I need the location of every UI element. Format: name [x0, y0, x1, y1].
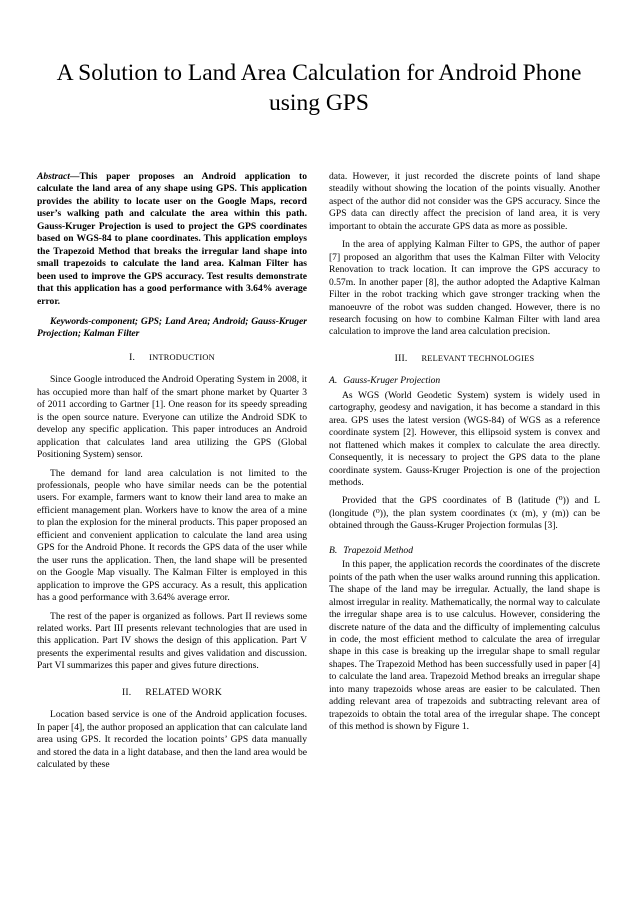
paragraph: data. However, it just recorded the discrete points of land shape steadily without showing the location of the points visually. Another aspect of the author did not consider was the GPS accuracy. Since the GPS data can directly affect the precision of land area, it is very important to obtain the accurate GPS data as more as possible. — [329, 171, 600, 232]
section-heading-introduction: I. INTRODUCTION — [129, 351, 215, 363]
abstract-body: This paper proposes an Android application to calculate the land area of any shape using GPS. This application provides the ability to locate user on the Google Maps, record user’s walking path and calculate the area within this path. Gauss-Kruger Projection is used to project the GPS coordinates based on WGS-84 to plane coordinates. This application employs the Trapezoid Method that breaks the irregular land shape into small trapezoids to calculate the land area. Kalman Filter has been used to improve the GPS accuracy. Test results demonstrate that this application has a good performance with 3.64% average error. — [37, 171, 307, 307]
paragraph: As WGS (World Geodetic System) system is widely used in cartography, geodesy and navigation, it has become a standard in this area. GPS uses the latest version (WGS-84) of WGS as a reference coordinate system [2]. However, this ellipsoid system is convex and not flattened which makes it complex to calculate the area directly. Consequently, it is necessary to project the GPS data to the plane coordinate system. Gauss-Kruger Projection is one of the projection methods. — [329, 389, 600, 488]
paragraph: Provided that the GPS coordinates of B (latitude (⁰)) and L (longitude (⁰)), the plan system coordinates (x (m), y (m)) can be obtained through the Gauss-Kruger Projection formulas [3]. — [329, 495, 600, 532]
keywords: Keywords-component; GPS; Land Area; Android; Gauss-Kruger Projection; Kalman Filter — [37, 315, 307, 340]
paragraph: Location based service is one of the Android application focuses. In paper [4], the author proposed an application that can calculate land area using GPS. It recorded the location points’ GPS data manually and stored the data in a light database, and then the land area would be calculated by these — [37, 709, 307, 771]
abstract: Abstract—This paper proposes an Android application to calculate the land area of any shape using GPS. This application provides the ability to locate user on the Google Maps, record user’s walking path and calculate the area within this path. Gauss-Kruger Projection is used to project the GPS coordinates based on WGS-84 to plane coordinates. This application employs the Trapezoid Method that breaks the irregular land shape into small trapezoids to calculate the land area. Kalman Filter has been used to improve the GPS accuracy. Test results demonstrate that this application has a good performance with 3.64% average error. — [37, 171, 307, 307]
paragraph: The rest of the paper is organized as follows. Part II reviews some related works. Part III presents relevant technologies that are used in this application. Part IV shows the design of this application. Part V presents the experimental results and gives validation and discussion. Part VI summarizes this paper and gives future directions. — [37, 610, 307, 672]
paper-title: A Solution to Land Area Calculation for Android Phone using GPS — [56, 60, 582, 116]
abstract-label: Abstract — [37, 171, 70, 182]
paragraph: The demand for land area calculation is not limited to the professionals, people who have similar needs can be the potential users. For example, farmers want to know their land area to make an efficient management plan. Workers have to know the area of a mine to plan the explosion for the mineral products. This paper proposed an efficient and convenient application to calculate the land area using GPS for the Android Phone. It records the GPS data of the user while the user runs the application. Then, the land shape will be presented on the Google Map visually. The Kalman Filter is employed in this application to improve the GPS accuracy. As a result, this application has a good performance with 3.64% average error. — [37, 467, 307, 604]
left-column — [37, 171, 307, 771]
section-heading-relevant-technologies: III. RELEVANT TECHNOLOGIES — [394, 352, 535, 364]
subsection-heading-gauss-kruger: A. Gauss-Kruger Projection — [329, 375, 441, 387]
right-column — [329, 171, 600, 734]
paragraph: In the area of applying Kalman Filter to GPS, the author of paper [7] proposed an algorithm that uses the Kalman Filter with Velocity Renovation to track location. It can improve the GPS accuracy to 0.57m. In another paper [8], the author adopted the Adaptive Kalman Filter in the robot tracking which gave stronger tracking when the manoeuvre of the robot was sudden changed. However, there is no research focusing on how to combine Kalman Filter with land area calculation to improve the land area calculation precision. — [329, 239, 600, 338]
subsection-heading-trapezoid-method: B. Trapezoid Method — [329, 544, 413, 556]
paragraph: Since Google introduced the Android Operating System in 2008, it has occupied more than half of the smart phone market by Quarter 3 of 2011 according to Gartner [1]. One reason for its speedy spreading is the open source nature. Everyone can utilize the Android SDK to develop any specific application. This paper introduces an Android application that calculates land area utilizing the GPS (Global Positioning System) sensor. — [37, 374, 307, 461]
paragraph: In this paper, the application records the coordinates of the discrete points of the path when the user walks around running this application. The shape of the land may be irregular. Actually, the land shape is almost irregular in reality. Mathematically, the normal way to calculate the irregular shape area is to use calculus. However, considering the discrete nature of the data and the difficulty of implementing calculus in code, the most efficient method to calculate the area of irregular shape in this case is breaking up the irregular shape to small regular shapes. The Trapezoid Method has been successfully used in paper [4] to calculate the land area. Trapezoid Method breaks an irregular shape into many trapezoids whose areas are easier to be calculated. Then adding relevant area of trapezoids and subtracting relevant area of trapezoids to obtain the total area of the irregular shape. The concept of this method is shown by Figure 1. — [329, 559, 601, 733]
section-heading-related-work: II. RELATED WORK — [122, 686, 222, 698]
